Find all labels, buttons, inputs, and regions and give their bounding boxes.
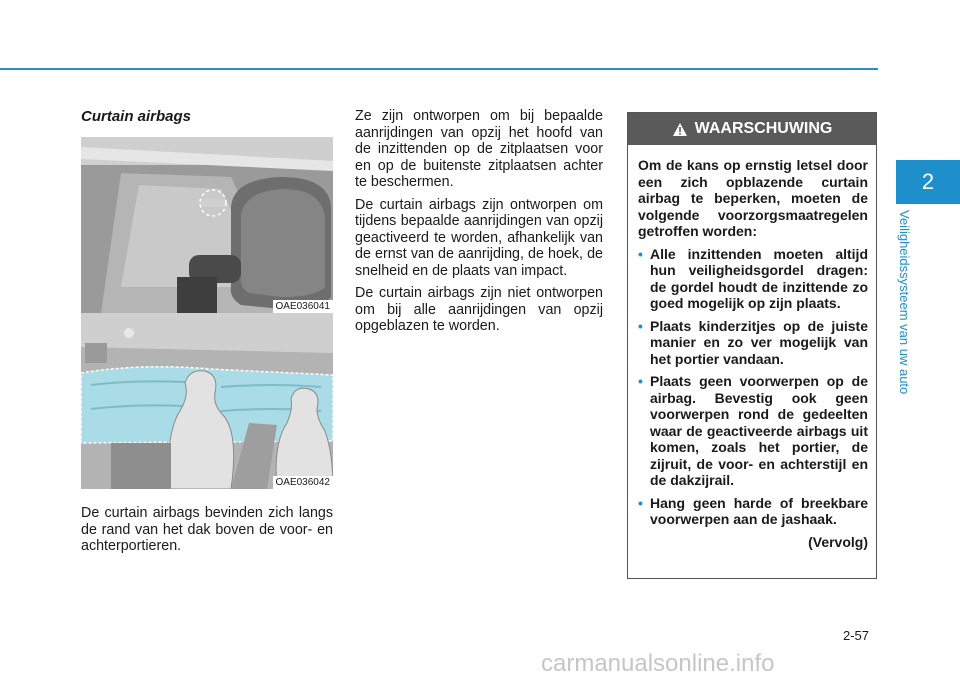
section-title: Curtain airbags: [81, 108, 192, 125]
headrest-illustration: [81, 137, 333, 313]
warning-item: • Hang geen harde of breekbare voorwerpen aan de jashaak.: [638, 494, 868, 527]
body-paragraph: Ze zijn ontworpen om bij bepaalde aanrijdingen van opzij het hoofd van de inzittenden op de zitplaatsen voor en op de buitenste zitplaatsen achter te beschermen.: [355, 108, 603, 190]
warning-triangle-icon: [672, 122, 688, 137]
warning-item: • Alle inzittenden moeten altijd hun veiligheidsgordel dragen: de gordel houdt de inzittende zo goed mogelijk op zijn plaats.: [638, 245, 868, 311]
body-paragraph: De curtain airbags zijn ontworpen om tijdens bepaalde aanrijdingen van opzij geactiveerd te worden, afhankelijk van de ernst van de aanrijding, de hoek, de snelheid en de plaats van impact.: [355, 196, 603, 279]
warning-intro: Om de kans op ernstig letsel door een zich opblazende curtain airbag te beperken, moeten de volgende voorzorgsmaatregelen getroffen worden:: [638, 157, 868, 239]
header-rule: [0, 68, 878, 70]
warning-item: • Plaats kinderzitjes op de juiste manier en zo ver mogelijk van het portier vandaan.: [638, 317, 868, 367]
warning-box: [627, 112, 877, 579]
watermark: carmanualsonline.info: [541, 650, 775, 677]
bullet-icon: •: [638, 317, 643, 334]
chapter-side-label: [897, 210, 924, 420]
middle-column: [355, 108, 603, 341]
warning-header: [628, 113, 876, 145]
continued-label: (Vervolg): [808, 533, 868, 550]
figure-curtain-airbag-deployed: [81, 313, 333, 489]
figure-code: OAE036041: [273, 300, 334, 313]
warning-body: [628, 145, 876, 550]
page-number: 2-57: [843, 628, 870, 643]
chapter-number: 2: [921, 169, 935, 194]
bullet-icon: •: [638, 373, 643, 389]
curtain-airbag-illustration: [81, 313, 333, 489]
bullet-icon: •: [638, 494, 643, 511]
body-paragraph: De curtain airbags bevinden zich langs de rand van het dak boven de voor- en achterportieren.: [81, 505, 333, 554]
bullet-icon: •: [638, 245, 643, 262]
left-column: [81, 108, 333, 555]
chapter-tab: [896, 160, 960, 204]
warning-title: WAARSCHUWING: [694, 120, 833, 137]
warning-list: [638, 246, 868, 528]
figure-code: OAE036042: [273, 476, 334, 489]
chapter-title: Veiligheidssysteem van uw auto: [897, 210, 912, 395]
body-paragraph: De curtain airbags zijn niet ontworpen om bij alle aanrijdingen van opzij opgeblazen te worden.: [355, 285, 603, 334]
figure-headrest-curtain-airbag: [81, 137, 333, 313]
warning-item: • Plaats geen voorwerpen op de airbag. Bevestig ook geen voorwerpen rond de gedeelten waar de geactiveerde airbags uit komen, zoals het portier, de zijruit, de voor- en achterstijl en de dakzijrail.: [638, 373, 868, 488]
